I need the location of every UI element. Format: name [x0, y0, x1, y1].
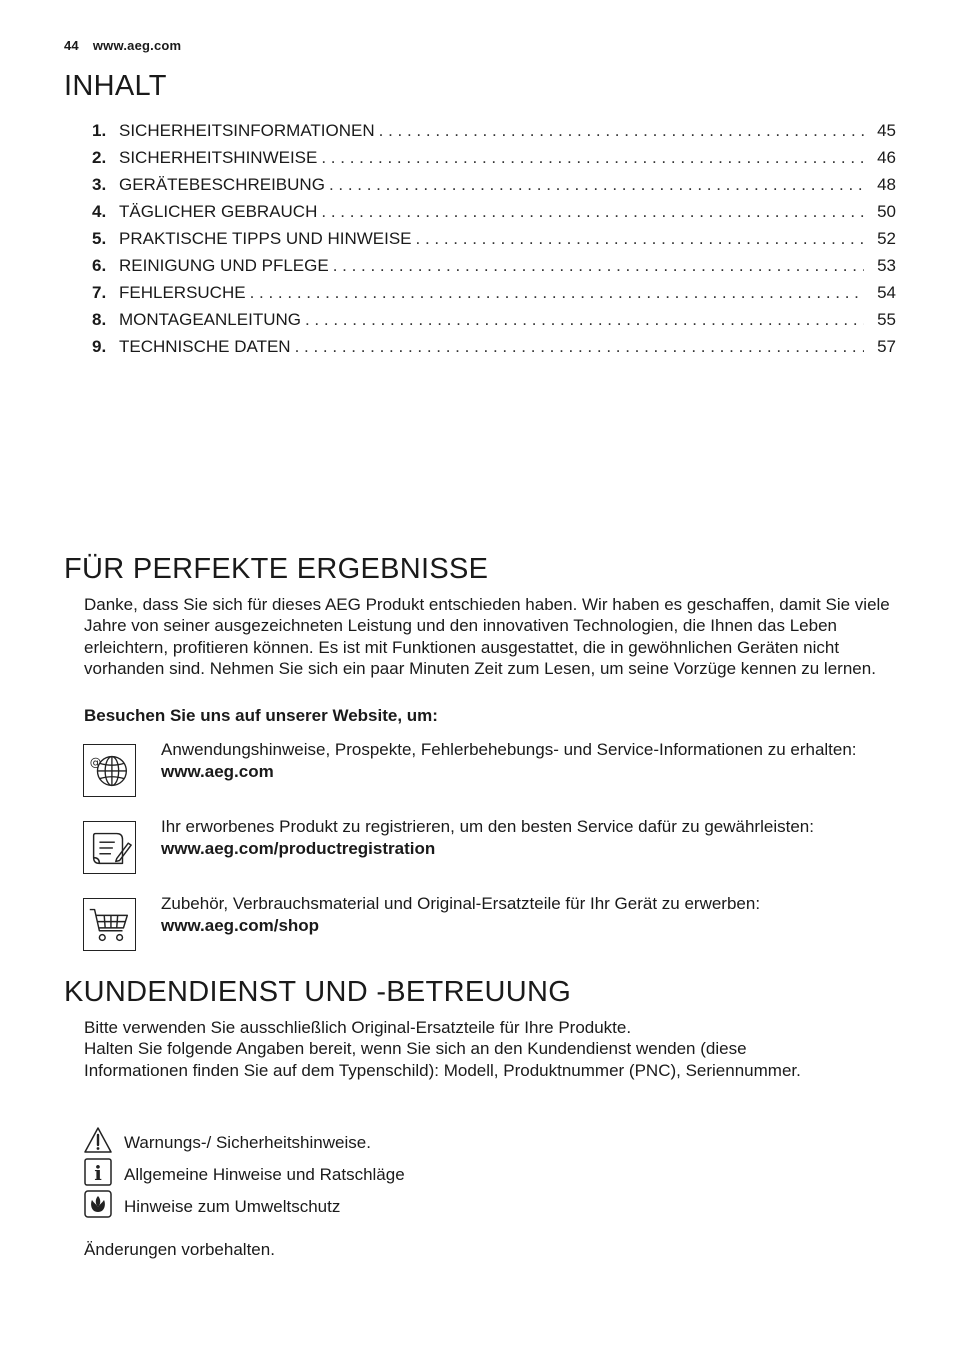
- toc-entry-page: 53: [877, 256, 896, 275]
- toc-entry-number: 6.: [92, 256, 107, 275]
- toc-entry-title: TÄGLICHER GEBRAUCH: [119, 202, 318, 221]
- environment-flower-icon: [84, 1190, 112, 1218]
- toc-entry-page: 48: [877, 175, 896, 194]
- service-description: Ihr erworbenes Produkt zu registrieren, um den besten Service dafür zu gewährleisten:: [161, 817, 814, 836]
- toc-dot-leader: [305, 310, 864, 330]
- toc-entry-number: 1.: [92, 121, 107, 140]
- toc-entry-number: 9.: [92, 337, 107, 356]
- toc-dot-leader: [321, 202, 864, 222]
- shop-link[interactable]: www.aeg.com/shop: [161, 915, 320, 935]
- customer-service-heading: KUNDENDIENST UND -BETREUUNG: [64, 976, 572, 1008]
- toc-dot-leader: [333, 256, 864, 276]
- toc-entry-number: 2.: [92, 148, 107, 167]
- customer-service-text: [84, 1017, 904, 1081]
- legend-text: Allgemeine Hinweise und Ratschläge: [124, 1165, 405, 1184]
- toc-entry-title: PRAKTISCHE TIPPS UND HINWEISE: [119, 229, 412, 248]
- legend-text: Warnungs-/ Sicherheitshinweise.: [124, 1133, 371, 1152]
- legend-item-info: [84, 1158, 684, 1188]
- toc-entry-title: SICHERHEITSHINWEISE: [119, 148, 318, 167]
- toc-dot-leader: [250, 283, 864, 303]
- toc-entry[interactable]: [92, 229, 896, 256]
- results-heading: FÜR PERFEKTE ERGEBNISSE: [64, 553, 489, 585]
- toc-dot-leader: [321, 148, 864, 168]
- shopping-cart-icon: [83, 898, 136, 951]
- legend-item-environment: [84, 1190, 684, 1220]
- intro-paragraph: Danke, dass Sie sich für dieses AEG Produkt entschieden haben. Wir haben es geschaffen, damit Sie viele Jahre von seiner ausgezeichneten Leistung und den innovativen Technologien, die Ihnen das Leben erleichtern, profitieren können. Es ist mit Funktionen ausgestattet, die in gewöhnlichen Geräten nicht vorhanden sind. Nehmen Sie sich ein paar Minuten Zeit zum Lesen, um seine Vorzüge kennen zu lernen.: [84, 595, 890, 678]
- toc-entry-title: SICHERHEITSINFORMATIONEN: [119, 121, 375, 140]
- website-link[interactable]: www.aeg.com: [161, 761, 274, 781]
- toc-entry[interactable]: [92, 175, 896, 202]
- legend-item-warning: [84, 1126, 684, 1156]
- toc-entry-title: GERÄTEBESCHREIBUNG: [119, 175, 325, 194]
- info-icon: [84, 1158, 112, 1186]
- toc-entry-title: FEHLERSUCHE: [119, 283, 246, 302]
- registration-form-icon: [83, 821, 136, 874]
- toc-entry-number: 8.: [92, 310, 107, 329]
- toc-entry-title: TECHNISCHE DATEN: [119, 337, 291, 356]
- toc-entry-number: 3.: [92, 175, 107, 194]
- toc-dot-leader: [329, 175, 864, 195]
- toc-entry-page: 54: [877, 283, 896, 302]
- toc-entry-page: 52: [877, 229, 896, 248]
- customer-service-line: Halten Sie folgende Angaben bereit, wenn Sie sich an den Kundendienst wenden (diese Informationen finden Sie auf dem Typenschild): Modell, Produktnummer (PNC), Seriennummer.: [84, 1039, 801, 1080]
- toc-entry[interactable]: [92, 202, 896, 229]
- toc-entry-page: 50: [877, 202, 896, 221]
- toc-entry-page: 46: [877, 148, 896, 167]
- toc-entry-number: 4.: [92, 202, 107, 221]
- table-of-contents: [92, 121, 896, 364]
- svg-text:@: @: [89, 755, 102, 770]
- toc-entry-page: 45: [877, 121, 896, 140]
- legend-text: Hinweise zum Umweltschutz: [124, 1197, 341, 1216]
- customer-service-line: Bitte verwenden Sie ausschließlich Original-Ersatzteile für Ihre Produkte.: [84, 1018, 632, 1037]
- toc-entry-number: 5.: [92, 229, 107, 248]
- toc-heading: INHALT: [64, 70, 167, 102]
- toc-entry-page: 57: [877, 337, 896, 356]
- toc-dot-leader: [295, 337, 864, 357]
- toc-entry-page: 55: [877, 310, 896, 329]
- toc-entry[interactable]: [92, 256, 896, 283]
- toc-entry[interactable]: [92, 148, 896, 175]
- header-website: www.aeg.com: [92, 38, 182, 53]
- toc-dot-leader: [379, 121, 864, 141]
- service-description: Anwendungshinweise, Prospekte, Fehlerbehebungs- und Service-Informationen zu erhalten:: [161, 740, 857, 759]
- svg-text:i: i: [94, 1161, 102, 1185]
- visit-label: Besuchen Sie uns auf unserer Website, um:: [84, 706, 438, 725]
- toc-entry[interactable]: [92, 310, 896, 337]
- page-number: 44: [64, 38, 79, 53]
- page-header: [64, 38, 181, 53]
- footer-note: Änderungen vorbehalten.: [84, 1240, 275, 1259]
- toc-entry[interactable]: [92, 337, 896, 364]
- service-description: Zubehör, Verbrauchsmaterial und Original-Ersatzteile für Ihr Gerät zu erwerben:: [161, 894, 761, 913]
- toc-dot-leader: [416, 229, 864, 249]
- toc-entry-number: 7.: [92, 283, 107, 302]
- toc-entry-title: MONTAGEANLEITUNG: [119, 310, 301, 329]
- globe-at-icon: [83, 744, 136, 797]
- toc-entry[interactable]: [92, 283, 896, 310]
- registration-link[interactable]: www.aeg.com/productregistration: [161, 838, 436, 858]
- toc-entry[interactable]: [92, 121, 896, 148]
- toc-entry-title: REINIGUNG UND PFLEGE: [119, 256, 329, 275]
- warning-triangle-icon: [84, 1126, 112, 1154]
